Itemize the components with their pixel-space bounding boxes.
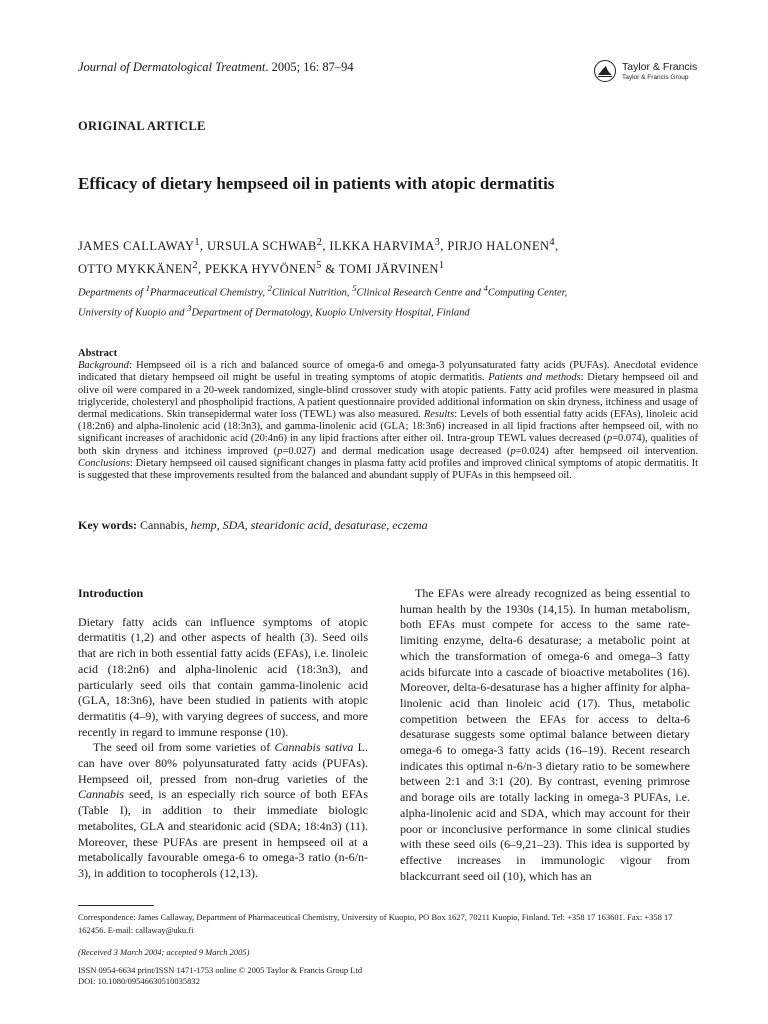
genus-name: Cannabis (78, 787, 125, 802)
author-separator: , (555, 239, 559, 254)
author-affil-sup: 5 (316, 260, 322, 272)
publisher-emblem-icon (594, 60, 616, 82)
author-name: OTTO MYKKÄNEN (78, 262, 193, 277)
publisher-logo (594, 60, 714, 86)
author-affil-sup: 1 (438, 260, 445, 272)
affil-text: University of Kuopio and (78, 307, 188, 318)
doi-line: DOI: 10.1080/09546630510035832 (78, 976, 200, 986)
author-affil-sup: 2 (316, 237, 323, 248)
author-list (78, 233, 698, 279)
author-name: TOMI JÄRVINEN (338, 262, 439, 277)
p-value-symbol: p (606, 433, 613, 445)
author-affil-sup: 1 (194, 237, 200, 248)
author-line-1 (78, 233, 698, 256)
body-text: seed, is an especially rich source of both EFAs (Table I), in addition to their immediate biologic metabolites, GLA and stearidonic acid (SDA; 18:4n3) (11). Moreover, these PUFAs are present in hempseed oil at a metabolically favourable omega-6 to omega-3 ratio (n-6/n-3), in addition to tocopherols (12,13). (78, 787, 368, 880)
p-value-symbol: p (510, 445, 516, 457)
abstract-text: : Hempseed oil is a rich and balanced source of omega-6 and omega-3 polyunsaturated fatty acids (PUFAs). Anecdotal evidence indicated that dietary hempseed oil might be useful in treating symptoms of atopic dermatitis. (78, 360, 698, 384)
author-name: ILKKA HARVIMA (329, 239, 435, 254)
body-column-right (400, 586, 690, 884)
affil-text: Departments of (78, 287, 146, 299)
author-separator: & (321, 262, 339, 277)
affil-text: Clinical Nutrition, (271, 287, 353, 299)
author-name: JAMES CALLAWAY (78, 239, 195, 254)
abstract-label-background: Background (78, 360, 129, 372)
received-dates: (Received 3 March 2004; accepted 9 March 2005) (78, 947, 250, 957)
body-text: L. can have over 80% polyunsaturated fatty acids (PUFAs). Hempseed oil, pressed from non-drug varieties of the (78, 740, 368, 786)
p-value-symbol: p (277, 445, 283, 457)
affil-sup: 5 (352, 283, 357, 293)
abstract-text: =0.027) and dermal medication usage decreased ( (282, 445, 511, 457)
body-paragraph: The EFAs were already recognized as being essential to human health by the 1930s (14,15). In human metabolism, both EFAs must compete for access to the same rate-limiting enzyme, delta-6 desaturase; a metabolic point at which the transformation of omega-6 and omega–3 fatty acids bifurcate into a cascade of bioactive metabolites (16). Moreover, delta-6-desaturase has a higher affinity for alpha-linolenic acid than linoleic acid (17). Thus, metabolic competition between the EFAs for access to delta-6 desaturase suggests some optimal balance between dietary omega-6 to omega-3 fatty acids (16–19). Recent research indicates this optimal n-6/n-3 dietary ratio to be somewhere between 2:1 and 3:1 (20). By contrast, evening primrose and borage oils are totally lacking in omega-3 PUFAs, i.e. alpha-linolenic acid and SDA, which may account for their poor or inconclusive performance in some clinical studies with these seed oils (6–9,21–23). This idea is supported by effective increases in immunologic vigour from blackcurrant seed oil (10), which has an (400, 586, 690, 883)
author-separator: , (440, 239, 448, 254)
publisher-name: Taylor & Francis (622, 61, 698, 73)
abstract-heading: Abstract (78, 348, 118, 359)
affil-sup: 4 (483, 283, 488, 293)
issn-doi (78, 965, 698, 987)
abstract-text: : Levels of both essential fatty acids (EFAs), linoleic acid (18:2n6) and alpha-linolenic acid (18:3n3), and gamma-linolenic acid (GLA; 18:3n6) increased in all lipid fractions after hempseed oil, with no significant increases of arachidonic acid (20:4n6) in any lipid fractions after either oil. Intra-group TEWL values decreased ( (78, 409, 699, 445)
author-separator: , (199, 239, 207, 254)
author-affil-sup: 3 (434, 237, 441, 248)
author-line-2 (78, 256, 698, 279)
author-affil-sup: 2 (192, 260, 198, 272)
keywords-list: hemp, SDA, stearidonic acid, desaturase, eczema (187, 518, 428, 532)
body-paragraph (78, 740, 368, 881)
author-name: PIRJO HALONEN (447, 239, 550, 254)
journal-name: Journal of Dermatological Treatment (78, 60, 266, 74)
footnote-divider (78, 905, 154, 906)
keyword-first: Cannabis, (137, 518, 188, 532)
author-separator: , (197, 262, 206, 277)
issn-line: ISSN 0954-6634 print/ISSN 1471-1753 online © 2005 Taylor & Francis Group Ltd (78, 965, 363, 975)
affil-text: Computing Center, (487, 287, 568, 299)
abstract-text: : Dietary hempseed oil caused significant changes in plasma fatty acid profiles and improved clinical symptoms of atopic dermatitis. It is suggested that these improvements resulted from the balanced and abundant supply of PUFAs in this hempseed oil. (78, 457, 698, 482)
body-text: The seed oil from some varieties of (93, 740, 275, 755)
article-type: ORIGINAL ARTICLE (78, 119, 206, 133)
abstract-text: =0.024) after hempseed oil intervention. (515, 445, 698, 457)
body-paragraph: Dietary fatty acids can influence symptoms of atopic dermatitis (1,2) and other aspects of health (3). Seed oils that are rich in both essential fatty acids (EFAs), i.e. linoleic acid (18:2n6) and alpha-linolenic acid (18:3n3), and particularly seed oils that contain gamma-linolenic acid (GLA, 18:3n6), have been studied in patients with atopic dermatitis (4–9), with varying degrees of success, and more recently in regard to immune response (10). (78, 614, 368, 739)
affil-sup: 2 (267, 283, 272, 293)
author-name: PEKKA HYVÖNEN (205, 262, 317, 277)
affil-sup: 3 (187, 302, 192, 313)
affil-text: Department of Dermatology, Kuopio University Hospital, Finland (191, 307, 470, 318)
article-title: Efficacy of dietary hempseed oil in patients with atopic dermatitis (78, 174, 555, 193)
author-affil-sup: 4 (549, 237, 556, 248)
correspondence-note: Correspondence: James Callaway, Department of Pharmaceutical Chemistry, University of Kuopio, PO Box 1627, 70211 Kuopio, Finland. Tel: +358 17 163601. Fax: +358 17 162456. E-mail: callaway@uku.fi (78, 912, 673, 935)
species-name: Cannabis sativa (274, 740, 354, 755)
affil-sup: 1 (145, 283, 151, 293)
affil-text: Clinical Research Centre and (356, 287, 484, 299)
affiliations (78, 281, 698, 320)
abstract (78, 348, 698, 482)
author-separator: , (322, 239, 330, 254)
publisher-group: Taylor & Francis Group (622, 74, 689, 81)
keywords (78, 518, 428, 533)
journal-citation (78, 60, 354, 75)
abstract-text: =0.074), qualities of both skin dryness and itchiness improved ( (78, 433, 698, 457)
keywords-label: Key words: (78, 518, 137, 532)
section-heading-introduction: Introduction (78, 586, 144, 600)
journal-volume-pages: . 2005; 16: 87–94 (265, 60, 354, 74)
abstract-text: : Dietary hempseed oil and olive oil were compared in a 20-week randomized, single-blind crossover study with atopic patients. Fatty acid profiles were measured in plasma triglyceride, cholesteryl and phospholipid fractions. A patient questionnaire provided additional information on skin dryness, itchiness and usage of dermal medications. Skin transepidermal water loss (TEWL) was also measured. (78, 372, 698, 421)
author-name: URSULA SCHWAB (206, 239, 317, 254)
affil-text: Pharmaceutical Chemistry, (150, 287, 268, 299)
abstract-label-conclusions: Conclusions (78, 457, 130, 469)
body-column-left (78, 586, 368, 882)
abstract-label-methods: Patients and methods (488, 372, 581, 384)
abstract-label-results: Results (423, 409, 455, 421)
